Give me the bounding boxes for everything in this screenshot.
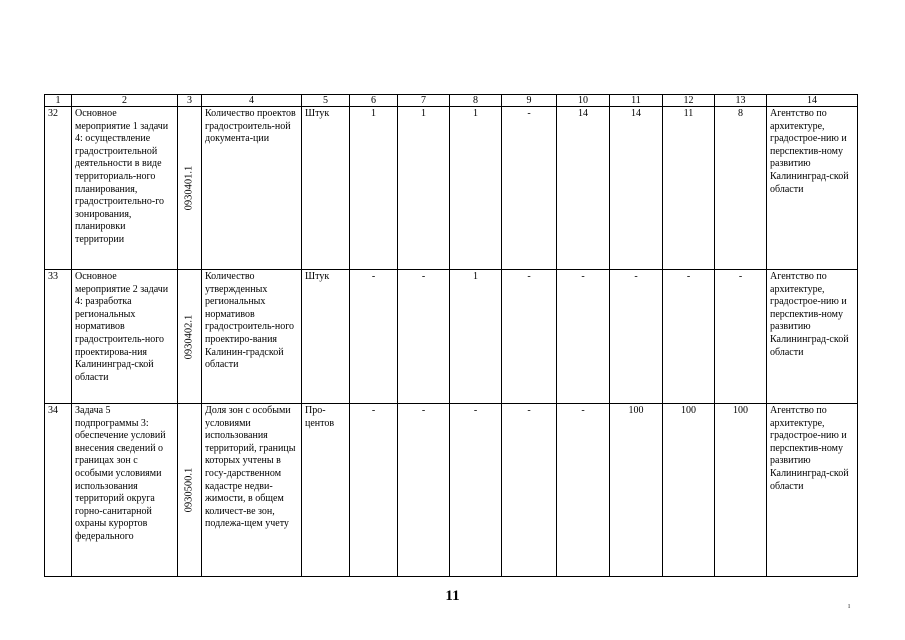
value-cell: - [502, 270, 557, 404]
header-cell: 11 [610, 95, 663, 107]
budget-code: 0930401.1 [183, 165, 195, 211]
value-cell: 14 [610, 107, 663, 270]
header-cell: 6 [350, 95, 398, 107]
value-cell: - [715, 270, 767, 404]
value-cell: - [350, 270, 398, 404]
header-cell: 3 [178, 95, 202, 107]
indicator-cell: Доля зон с особыми условиями использования территорий, границы которых учтены в госу-дарственном кадастре недви-жимости, в общем количест-ве зон, подлежа-щем учету [202, 404, 302, 577]
budget-code: 0930402.1 [183, 314, 195, 359]
row-number: 34 [45, 404, 72, 577]
code-cell [178, 107, 202, 270]
table-row [45, 270, 858, 404]
page-number: 11 [445, 588, 460, 604]
value-cell: 1 [398, 107, 450, 270]
table-row [45, 107, 858, 270]
value-cell: 1 [350, 107, 398, 270]
value-cell: 1 [450, 107, 502, 270]
header-row [45, 95, 858, 107]
value-cell: - [557, 404, 610, 577]
value-cell: 8 [715, 107, 767, 270]
header-cell: 14 [767, 95, 858, 107]
header-cell: 4 [202, 95, 302, 107]
unit-cell: Штук [302, 270, 350, 404]
unit-cell: Про-центов [302, 404, 350, 577]
activity-cell: Основное мероприятие 2 задачи 4: разработка региональных нормативов градостроитель-ного проектирова-ния Калининград-ской области [72, 270, 178, 404]
value-cell: - [350, 404, 398, 577]
responsible-cell: Агентство по архитектуре, градострое-нию и перспектив-ному развитию Калининград-ской области [767, 107, 858, 270]
header-cell: 7 [398, 95, 450, 107]
responsible-cell: Агентство по архитектуре, градострое-нию и перспектив-ному развитию Калининград-ской области [767, 270, 858, 404]
header-cell: 8 [450, 95, 502, 107]
value-cell: - [398, 404, 450, 577]
responsible-cell: Агентство по архитектуре, градострое-нию и перспектив-ному развитию Калининград-ской области [767, 404, 858, 577]
row-number: 33 [45, 270, 72, 404]
value-cell: 100 [715, 404, 767, 577]
value-cell: - [450, 404, 502, 577]
code-cell [178, 270, 202, 404]
header-cell: 12 [663, 95, 715, 107]
header-cell: 10 [557, 95, 610, 107]
value-cell: 100 [663, 404, 715, 577]
value-cell: - [663, 270, 715, 404]
corner-mark: ı [848, 601, 851, 610]
row-number: 32 [45, 107, 72, 270]
indicator-cell: Количество утвержденных региональных нормативов градостроитель-ного проектиро-вания Калинин-градской области [202, 270, 302, 404]
header-cell: 2 [72, 95, 178, 107]
header-cell: 13 [715, 95, 767, 107]
value-cell: - [502, 107, 557, 270]
header-cell: 9 [502, 95, 557, 107]
code-cell [178, 404, 202, 577]
value-cell: - [398, 270, 450, 404]
activity-cell: Основное мероприятие 1 задачи 4: осуществление градостроительной деятельности в виде территориаль-ного планирования, градостроительно-го зонирования, планировки территории [72, 107, 178, 270]
value-cell: 100 [610, 404, 663, 577]
indicator-cell: Количество проектов градостроитель-ной документа-ции [202, 107, 302, 270]
value-cell: - [557, 270, 610, 404]
activity-cell: Задача 5 подпрограммы 3: обеспечение условий внесения сведений о границах зон с особыми условиями использования территорий округа горно-санитарной охраны курортов федерального [72, 404, 178, 577]
header-cell: 1 [45, 95, 72, 107]
unit-cell: Штук [302, 107, 350, 270]
value-cell: 1 [450, 270, 502, 404]
value-cell: 11 [663, 107, 715, 270]
value-cell: - [610, 270, 663, 404]
table-row [45, 404, 858, 577]
value-cell: 14 [557, 107, 610, 270]
value-cell: - [502, 404, 557, 577]
indicator-table [44, 94, 858, 577]
header-cell: 5 [302, 95, 350, 107]
budget-code: 0930500.1 [183, 467, 195, 513]
